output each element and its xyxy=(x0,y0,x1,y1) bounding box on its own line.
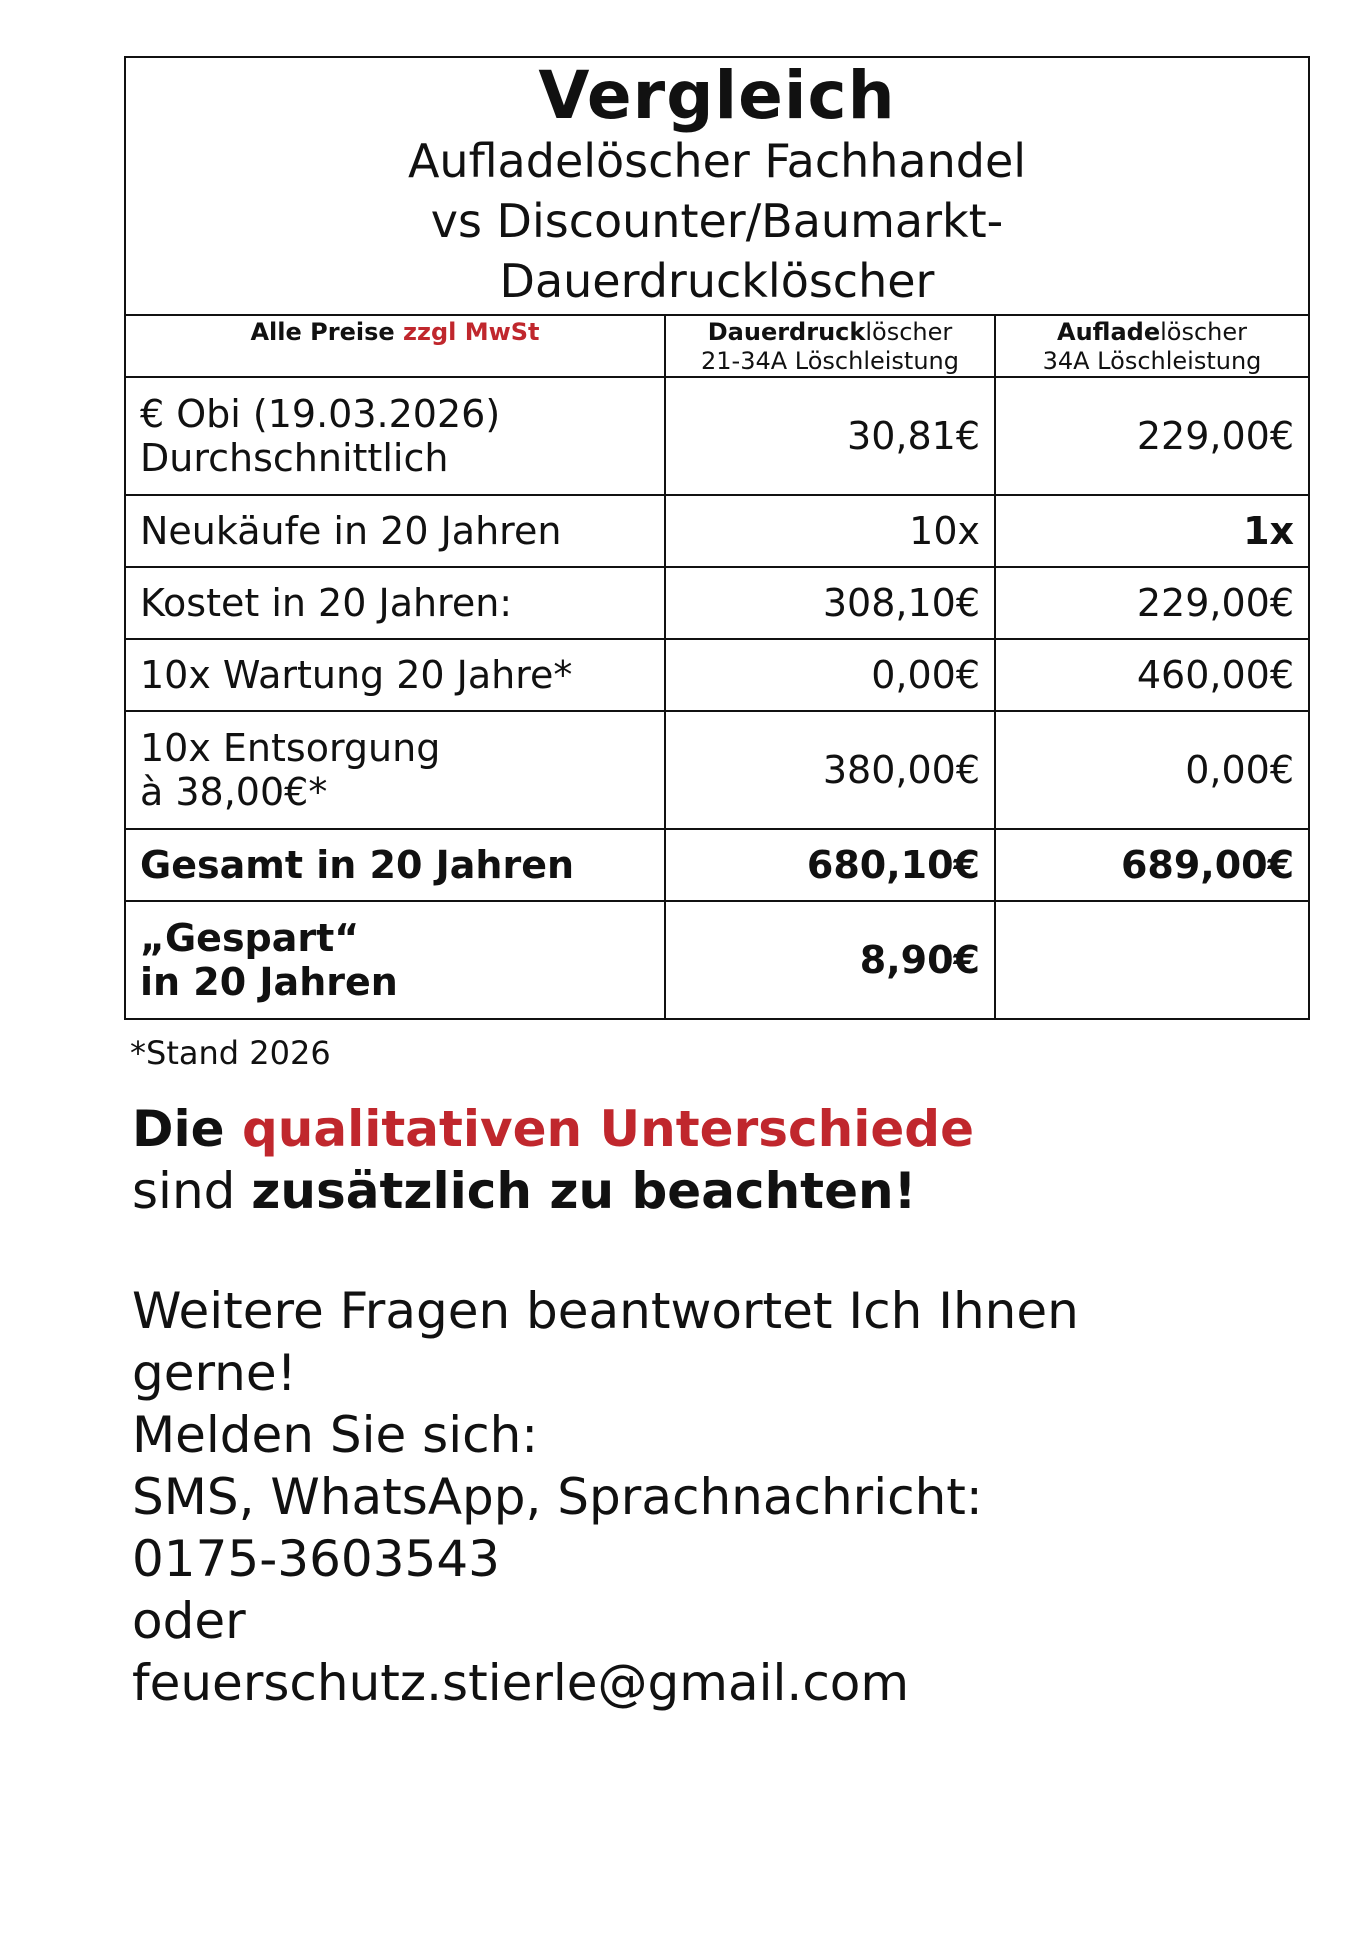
notice-word: Die xyxy=(132,1100,242,1158)
table-row xyxy=(125,711,1309,829)
phone-number: 0175-3603543 xyxy=(132,1530,500,1588)
row-value-dauerdruck: 0,00€ xyxy=(665,639,995,711)
contact-line: SMS, WhatsApp, Sprachnachricht: xyxy=(132,1468,983,1526)
column-header-auflade-sub: 34A Löschleistung xyxy=(1042,347,1262,375)
quality-notice xyxy=(132,1098,974,1222)
row-label xyxy=(125,711,665,829)
contact-line: Weitere Fragen beantwortet Ich Ihnen xyxy=(132,1282,1079,1340)
column-header-auflade xyxy=(995,315,1309,377)
row-value-auflade: 229,00€ xyxy=(995,377,1309,495)
page-title: Vergleich xyxy=(538,57,896,134)
column-header-auflade-rest: löscher xyxy=(1160,318,1248,346)
row-label-line: „Gespart“ xyxy=(140,916,360,960)
row-value-auflade: 0,00€ xyxy=(995,711,1309,829)
contact-block xyxy=(132,1280,1079,1714)
notice-highlight: qualitativen Unterschiede xyxy=(241,1100,974,1158)
row-label xyxy=(125,901,665,1019)
row-label: Gesamt in 20 Jahren xyxy=(125,829,665,901)
table-row xyxy=(125,639,1309,711)
row-value-dauerdruck: 308,10€ xyxy=(665,567,995,639)
price-note-vat: zzgl MwSt xyxy=(403,318,540,346)
column-header-dauerdruck-sub: 21-34A Löschleistung xyxy=(701,347,959,375)
row-value-dauerdruck: 10x xyxy=(665,495,995,567)
contact-line: Melden Sie sich: xyxy=(132,1406,539,1464)
row-value-dauerdruck: 380,00€ xyxy=(665,711,995,829)
column-header-auflade-bold: Auflade xyxy=(1057,318,1161,346)
row-label: 10x Wartung 20 Jahre* xyxy=(125,639,665,711)
price-note-label: Alle Preise xyxy=(250,318,403,346)
notice-emphasis: zusätzlich zu beachten! xyxy=(251,1162,917,1220)
row-label-line: in 20 Jahren xyxy=(140,960,398,1004)
price-note-cell xyxy=(125,315,665,377)
row-value-dauerdruck: 680,10€ xyxy=(665,829,995,901)
column-header-dauerdruck-bold: Dauerdruck xyxy=(707,318,866,346)
footnote: *Stand 2026 xyxy=(130,1034,331,1072)
row-value-auflade: 1x xyxy=(995,495,1309,567)
row-value-dauerdruck: 8,90€ xyxy=(665,901,995,1019)
table-row-saved xyxy=(125,901,1309,1019)
row-label-line: 10x Entsorgung xyxy=(140,726,441,770)
row-value-auflade: 229,00€ xyxy=(995,567,1309,639)
column-header-dauerdruck xyxy=(665,315,995,377)
title-block xyxy=(125,57,1309,315)
table-row-total xyxy=(125,829,1309,901)
row-label-line: Durchschnittlich xyxy=(140,436,449,480)
column-header-dauerdruck-rest: löscher xyxy=(865,318,953,346)
contact-line: gerne! xyxy=(132,1344,297,1402)
row-label xyxy=(125,377,665,495)
table-row xyxy=(125,377,1309,495)
row-label-line: € Obi (19.03.2026) xyxy=(140,392,501,436)
row-value-auflade: 460,00€ xyxy=(995,639,1309,711)
row-value-dauerdruck: 30,81€ xyxy=(665,377,995,495)
email-address: feuerschutz.stierle@gmail.com xyxy=(132,1654,910,1712)
contact-line: oder xyxy=(132,1592,246,1650)
notice-word: sind xyxy=(132,1162,252,1220)
row-label: Kostet in 20 Jahren: xyxy=(125,567,665,639)
table-row xyxy=(125,495,1309,567)
row-label: Neukäufe in 20 Jahren xyxy=(125,495,665,567)
comparison-table xyxy=(124,56,1310,1020)
row-value-auflade xyxy=(995,901,1309,1019)
row-value-auflade: 689,00€ xyxy=(995,829,1309,901)
table-header-row xyxy=(125,315,1309,377)
row-label-line: à 38,00€* xyxy=(140,770,328,814)
subtitle-line-2: vs Discounter/Baumarkt- xyxy=(430,194,1004,248)
subtitle-line-3: Dauerdrucklöscher xyxy=(499,254,935,308)
table-row xyxy=(125,567,1309,639)
subtitle-line-1: Aufladelöscher Fachhandel xyxy=(407,134,1027,188)
